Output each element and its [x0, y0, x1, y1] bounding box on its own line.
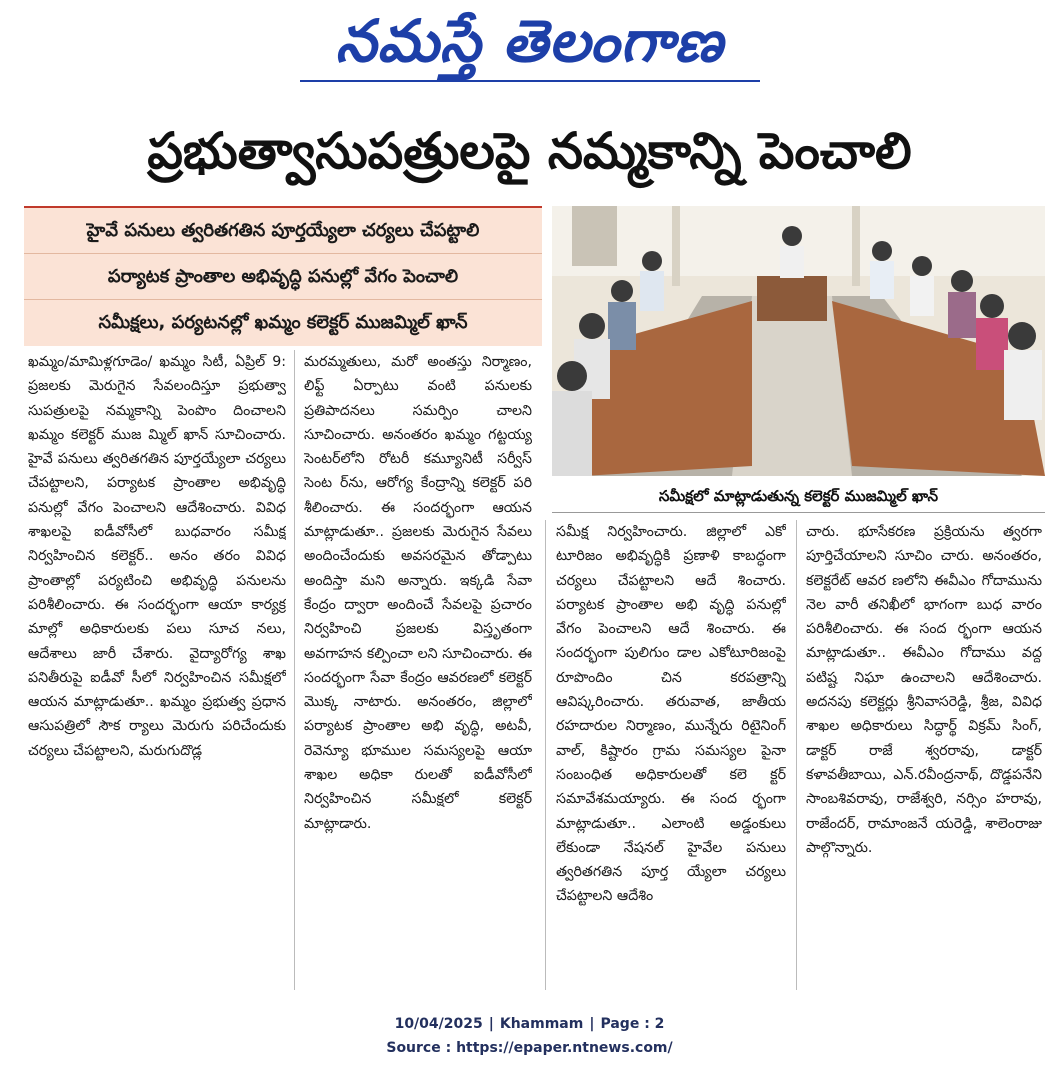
article-column-1: ఖమ్మం/మామిళ్లగూడెం/ ఖమ్మం సిటీ, ఏప్రిల్ 9: ప్రజలకు మెరుగైన సేవలందిస్తూ ప్రభుత్వా సుపత్రులపై నమ్మకాన్ని పెంపొం దించాలని ఖమ్మం కలెక్టర్ ముజ మ్మిల్ ఖాన్ సూచించారు. హైవే పనులు త్వరితగతిన పూర్తయ్యేలా చర్యలు చేపట్టాలని, పర్యాటక ప్రాంతాల అభివృద్ధి పనుల్లో వేగం పెంచాలని ఆదేశించారు. వివిధ శాఖలపై ఐడీవోసీలో బుధవారం సమీక్ష నిర్వహించిన కలెక్టర్.. అనం తరం వివిధ ప్రాంతాల్లో పర్యటించి అభివృద్ధి పనులను పరిశీలించారు. ఈ సందర్భంగా ఆయా కార్యక్ర మాల్లో అధికారులకు పలు సూచ నలు, ఆదేశాలు జారీ చేశారు. వైద్యారోగ్య శాఖ పనితీరుపై ఐడీవో సీలో నిర్వహించిన సమీక్షలో ఆయన మాట్లాడుతూ.. ఖమ్మం ప్రభుత్వ ప్రధాన ఆసుపత్రిలో సౌక ర్యాలు మెరుగు పరిచేందుకు చర్యలు చేపట్టాలని, మరుగుదొడ్ల	[28, 354, 286, 759]
meeting-photo-illustration	[552, 206, 1045, 476]
meeting-photo	[552, 206, 1045, 476]
subhead-box	[24, 206, 542, 346]
article-column-4: చారు. భూసేకరణ ప్రక్రియను త్వరగా పూర్తిచేయాలని సూచిం చారు. అనంతరం, కలెక్టరేట్ ఆవర ణలోని ఈవీఎం గోదామును నెల వారీ తనిఖీలో భాగంగా బుధ వారం పరిశీలించారు. ఈ సంద ర్భంగా ఆయన మాట్లాడుతూ.. ఈవీఎం గోదాము వద్ద పటిష్ట నిఘా ఉంచాలని ఆదేశించారు. అదనపు కలెక్టర్లు శ్రీనివాసరెడ్డి, శ్రీజ, వివిధ శాఖల అధికారులు సిద్ధార్థ్ విక్రమ్ సింగ్, డాక్టర్ రాజే శ్వరరావు, డాక్టర్ కళావతీబాయి, ఎన్.రవీంద్రనాథ్, దొడ్డపనేని సాంబశివరావు, రాజేశ్వరి, నర్సిం హరావు, రాజేందర్, రామాంజనే యరెడ్డి, శాలెంరాజు పాల్గొన్నారు.	[806, 524, 1042, 856]
column-divider	[545, 520, 546, 990]
masthead-logo: నమస్తే తెలంగాణ	[335, 7, 724, 75]
column-divider	[796, 520, 797, 990]
subhead-2: పర్యాటక ప్రాంతాల అభివృద్ధి పనుల్లో వేగం పెంచాలి	[24, 254, 542, 300]
article-column-2: మరమ్మతులు, మరో అంతస్తు నిర్మాణం, లిఫ్ట్ ఏర్పాటు వంటి పనులకు ప్రతిపాదనలు సమర్పిం చాలని సూచించారు. అనంతరం ఖమ్మం గట్టయ్య సెంటర్‌లోని రోటరీ కమ్యూనిటీ సర్వీస్ సెంట ర్‌ను, ఆరోగ్య కేంద్రాన్ని కలెక్టర్ పరి శీలించారు. ఈ సందర్భంగా ఆయన మాట్లాడుతూ.. ప్రజలకు మెరుగైన సేవలు అందించేందుకు అవసరమైన తోడ్పాటు అందిస్తా మని అన్నారు. ఇక్కడి సేవా కేంద్రం ద్వారా అందించే సేవలపై ప్రచారం నిర్వహించి ప్రజలకు విస్తృతంగా అవగాహన కల్పించా లని సూచించారు. ఈ సందర్భంగా సేవా కేంద్రం ఆవరణలో కలెక్టర్ మొక్క నాటారు. అనంతరం, జిల్లాలో పర్యాటక ప్రాంతాల అభి వృద్ధి, అటవీ, రెవెన్యూ భూముల సమస్యలపై ఆయా శాఖల అధికా రులతో ఐడీవోసీలో నిర్వహించిన సమీక్షలో కలెక్టర్ మాట్లాడారు.	[304, 354, 532, 832]
subhead-3: సమీక్షలు, పర్యటనల్లో ఖమ్మం కలెక్టర్ ముజమ్మిల్ ఖాన్	[98, 312, 468, 333]
column-divider	[294, 350, 295, 990]
subhead-1: హైవే పనులు త్వరితగతిన పూర్తయ్యేలా చర్యలు చేపట్టాలి	[24, 208, 542, 254]
footer-source: Source : https://epaper.ntnews.com/	[386, 1040, 673, 1056]
masthead-divider	[300, 80, 760, 82]
footer-edition: Khammam	[499, 1016, 584, 1032]
footer-meta: 10/04/2025 | Khammam | Page : 2	[394, 1016, 665, 1032]
footer-page: Page : 2	[600, 1016, 665, 1032]
footer-date: 10/04/2025	[394, 1016, 483, 1032]
photo-caption: సమీక్షలో మాట్లాడుతున్న కలెక్టర్ ముజమ్మిల్ ఖాన్	[552, 480, 1045, 513]
headline: ప్రభుత్వాసుపత్రులపై నమ్మకాన్ని పెంచాలి	[147, 122, 912, 180]
article-column-3: సమీక్ష నిర్వహించారు. జిల్లాలో ఎకో టూరిజం అభివృద్ధికి ప్రణాళి కాబద్ధంగా చర్యలు చేపట్టాలని ఆదే శించారు. పర్యాటక ప్రాంతాల అభి వృద్ధి పనుల్లో వేగం పెంచాలని ఆదే శించారు. ఈ సందర్భంగా పులిగుం డాల ఎకోటూరిజంపై రూపొందిం చిన కరపత్రాన్ని ఆవిష్కరించారు. తరువాత, జాతీయ రహదారుల నిర్మాణం, మున్నేరు రిటైనింగ్ వాల్, కిష్టారం గ్రామ సమస్యల పైనా సంబంధిత అధికారులతో కలె క్టర్ సమావేశమయ్యారు. ఈ సంద ర్భంగా మాట్లాడుతూ.. ఎలాంటి అడ్డంకులు లేకుండా నేషనల్ హైవేల పనులు త్వరితగతిన పూర్త య్యేలా చర్యలు చేపట్టాలని ఆదేశిం	[556, 524, 786, 905]
